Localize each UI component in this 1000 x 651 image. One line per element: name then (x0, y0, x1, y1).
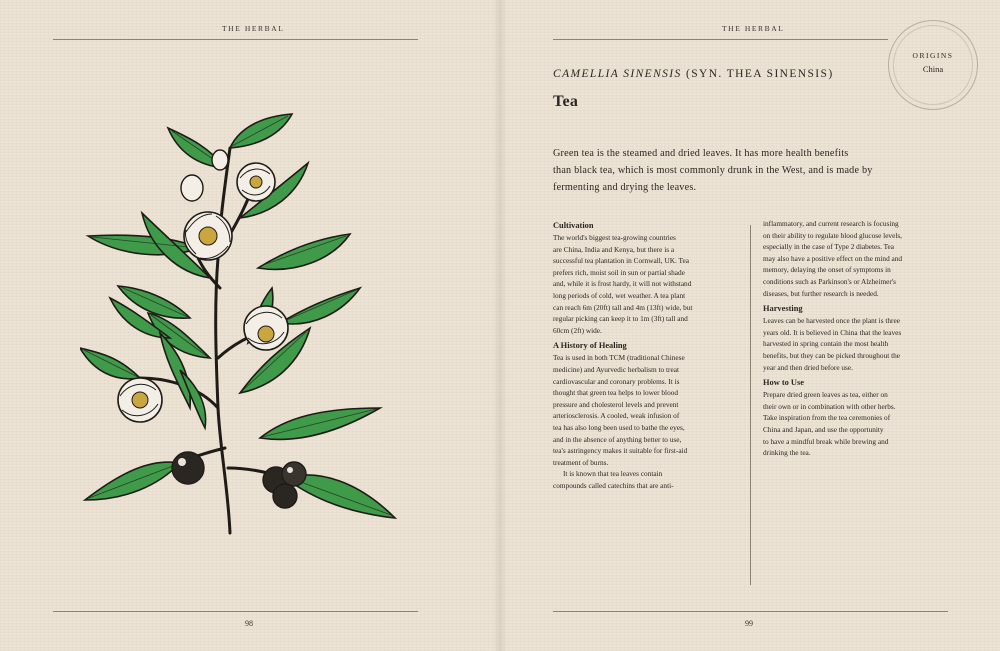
text-line: tea has also long been used to bathe the eyes, (553, 422, 685, 432)
text-line: prefers rich, moist soil in sun or partial shade (553, 267, 685, 277)
section-heading-cultivation: Cultivation (553, 221, 594, 230)
left-running-head: THE HERBAL (222, 24, 285, 33)
text-line: The world's biggest tea-growing countries (553, 233, 676, 242)
how-to-use-body (763, 389, 948, 459)
section-heading-how-to-use: How to Use (763, 378, 804, 388)
intro-line: fermenting and drying the leaves. (553, 182, 697, 193)
section-heading-harvesting: Harvesting (763, 304, 803, 314)
text-line: Prepare dried green leaves as tea, either on (763, 390, 888, 400)
text-line: regular picking can keep it to 1m (3ft) tall and (553, 314, 688, 324)
text-line: can reach 6m (20ft) tall and 4m (13ft) wide, but (553, 302, 693, 312)
leaf (180, 370, 206, 428)
text-line: Leaves can be harvested once the plant is three (763, 316, 900, 326)
text-line: medicine) and Ayurvedic herbalism to treat (553, 364, 679, 374)
text-line: 60cm (2ft) wide. (553, 325, 602, 335)
tea-plant-illustration (80, 108, 400, 538)
text-line: Tea is used in both TCM (traditional Chinese (553, 353, 685, 363)
text-column-right (763, 218, 948, 459)
latin-name-line (553, 68, 834, 80)
text-line: conditions such as Parkinson's or Alzheimer's (763, 276, 896, 286)
origins-label: ORIGINS (912, 51, 954, 60)
text-line: year and then dried before use. (763, 362, 853, 372)
flower-bud (181, 175, 203, 201)
right-bottom-rule (553, 611, 948, 612)
origins-badge (888, 20, 978, 110)
leaves (80, 114, 395, 518)
text-line: cardiovascular and coronary problems. It is (553, 376, 680, 386)
text-line: arteriosclerosis. A cooled, weak infusion of (553, 411, 680, 421)
common-name: Tea (553, 93, 579, 110)
intro-paragraph (553, 145, 913, 196)
text-line: long periods of cold, wet weather. A tea plant (553, 290, 686, 300)
column-divider (750, 225, 751, 585)
text-line: compounds called catechins that are anti- (553, 480, 674, 490)
text-line: and in the absence of anything better to use, (553, 434, 682, 444)
text-line: It is known that tea leaves contain (563, 469, 663, 479)
intro-line: Green tea is the steamed and dried leaves. It has more health benefits (553, 148, 849, 159)
seed-pod (273, 484, 297, 508)
seed-pod (172, 452, 204, 484)
harvesting-body (763, 315, 948, 373)
pod-highlight (178, 458, 186, 466)
text-line: especially in the case of Type 2 diabetes. Tea (763, 242, 895, 252)
left-top-rule (53, 39, 418, 40)
text-line: and, while it is frost hardy, it will not withstand (553, 279, 692, 289)
history-body (553, 352, 738, 491)
text-line: diseases, but further research is needed. (763, 288, 879, 298)
right-page-number: 99 (745, 619, 753, 628)
right-running-head: THE HERBAL (722, 24, 785, 33)
section-heading-history: A History of Healing (553, 341, 627, 351)
cultivation-body (553, 232, 738, 336)
text-line: Take inspiration from the tea ceremonies of (763, 413, 891, 423)
intro-line: than black tea, which is most commonly drunk in the West, and is made by (553, 165, 873, 176)
text-line: successful tea plantation in Cornwall, UK. Tea (553, 256, 689, 266)
text-column-left (553, 218, 738, 491)
right-top-rule (553, 39, 888, 40)
page-gutter (493, 0, 507, 651)
left-bottom-rule (53, 611, 418, 612)
text-line: memory, delaying the onset of symptoms in (763, 265, 891, 275)
seed-pod (282, 462, 306, 486)
text-line: China and Japan, and use the opportunity (763, 424, 884, 434)
text-line: tea's astringency makes it suitable for first-aid (553, 446, 688, 456)
flower (244, 306, 288, 350)
text-line: benefits, but they can be picked throughout the (763, 350, 900, 360)
synonym: (SYN. THEA SINENSIS) (685, 68, 834, 80)
latin-name: CAMELLIA SINENSIS (553, 68, 682, 80)
text-line: pressure and cholesterol levels and prevent (553, 399, 679, 409)
flower (237, 163, 275, 201)
text-line: thought that green tea helps to lower blood (553, 388, 679, 398)
text-line: their own or in combination with other herbs. (763, 401, 896, 411)
text-line: are China, India and Kenya, but there is a (553, 244, 675, 254)
continued-body (763, 218, 948, 299)
text-line: treatment of burns. (553, 457, 609, 467)
seed-pods (172, 452, 306, 508)
text-line: years old. It is believed in China that the leaves (763, 327, 902, 337)
text-line: harvested in spring contain the most health (763, 339, 889, 349)
flower-bud (212, 150, 228, 170)
text-line: may also have a positive effect on the mind and (763, 253, 903, 263)
left-page-number: 98 (245, 619, 253, 628)
text-line: to have a mindful break while brewing and (763, 436, 889, 446)
flower (184, 212, 232, 260)
text-line: inflammatory, and current research is focusing (763, 219, 899, 228)
text-line: on their ability to regulate blood glucose levels, (763, 230, 903, 240)
pod-highlight (287, 467, 293, 473)
text-line: drinking the tea. (763, 448, 811, 458)
flower (118, 378, 162, 422)
origins-value: China (922, 64, 944, 74)
